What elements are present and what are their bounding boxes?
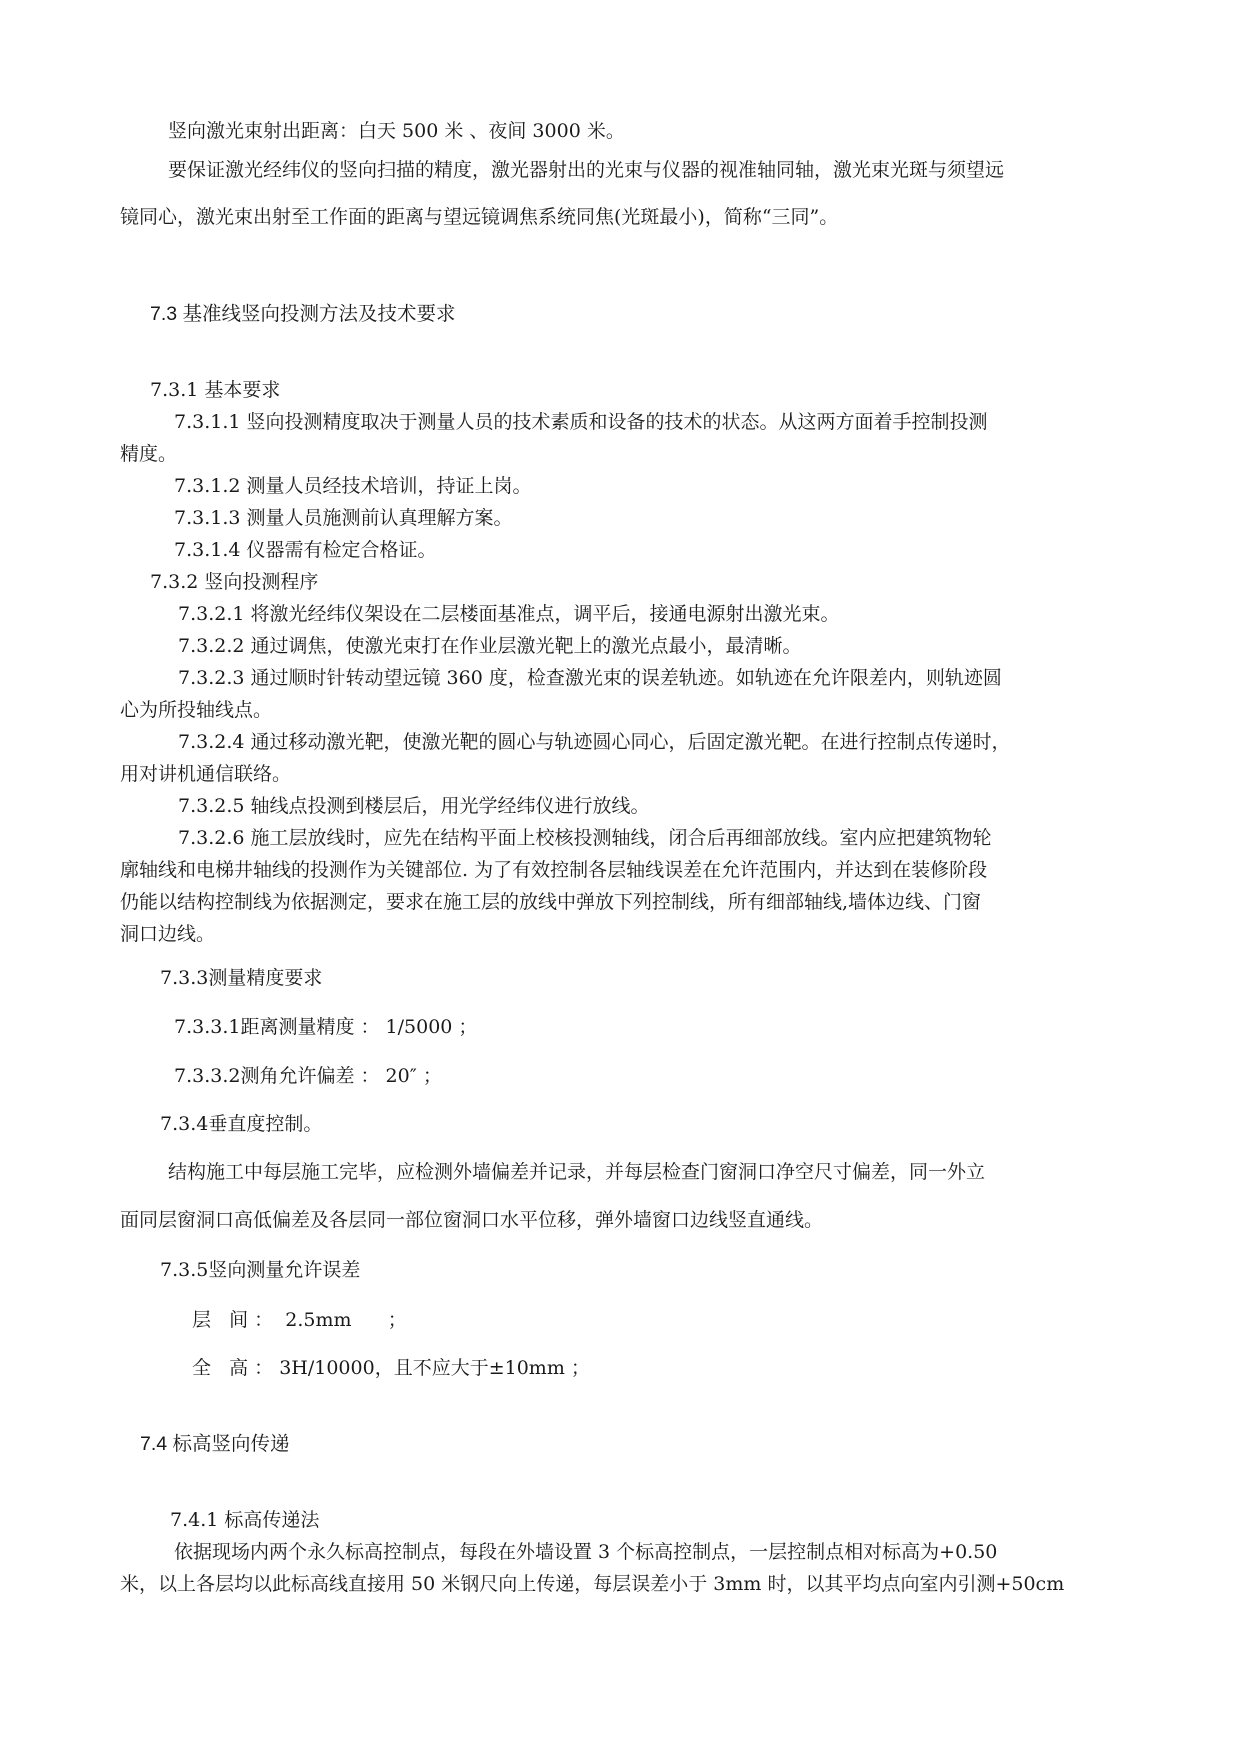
subsection-7-3-1: 7.3.1 基本要求 bbox=[150, 379, 281, 401]
item-7-3-2-6-line-3: 仍能以结构控制线为依据测定，要求在施工层的放线中弹放下列控制线，所有细部轴线,墙体边线、门窗 bbox=[120, 891, 982, 913]
item-7-3-2-6-line-4: 洞口边线。 bbox=[120, 923, 216, 945]
section-heading-7-4: 7.4 标高竖向传递 bbox=[140, 1433, 290, 1455]
item-7-3-2-3-line-2: 心为所投轴线点。 bbox=[120, 699, 273, 721]
elevation-paragraph-line-2: 米，以上各层均以此标高线直接用 50 米钢尺向上传递，每层误差小于 3mm 时，以其平均点向室内引测+50cm bbox=[120, 1573, 1065, 1595]
tolerance-floor-row: 层 间 ： 2.5mm ； bbox=[192, 1309, 407, 1331]
item-7-3-2-4-line-2: 用对讲机通信联络。 bbox=[120, 763, 292, 785]
structure-paragraph-line-2: 面同层窗洞口高低偏差及各层同一部位窗洞口水平位移，弹外墙窗口边线竖直通线。 bbox=[120, 1209, 824, 1231]
structure-paragraph-line-1: 结构施工中每层施工完毕，应检测外墙偏差并记录，并每层检查门窗洞口净空尺寸偏差，同一外立 bbox=[168, 1161, 986, 1183]
item-7-3-1-4: 7.3.1.4 仪器需有检定合格证。 bbox=[174, 539, 437, 561]
subsection-7-4-1: 7.4.1 标高传递法 bbox=[170, 1509, 320, 1531]
tolerance-total-row: 全 高 ： 3H/10000，且不应大于±10mm ； bbox=[192, 1357, 590, 1379]
item-7-3-2-6-line-1: 7.3.2.6 施工层放线时，应先在结构平面上校核投测轴线，闭合后再细部放线。室内应把建筑物轮 bbox=[178, 827, 992, 849]
subsection-7-3-5: 7.3.5竖向测量允许误差 bbox=[160, 1259, 361, 1281]
item-7-3-1-2: 7.3.1.2 测量人员经技术培训，持证上岗。 bbox=[174, 475, 532, 497]
section-heading-7-3: 7.3 基准线竖向投测方法及技术要求 bbox=[150, 303, 456, 325]
laser-precision-paragraph-line-1: 要保证激光经纬仪的竖向扫描的精度，激光器射出的光束与仪器的视准轴同轴，激光束光斑与须望远 bbox=[168, 159, 1005, 181]
laser-distance-paragraph: 竖向激光束射出距离：白天 500 米 、夜间 3000 米。 bbox=[168, 120, 625, 142]
item-7-3-2-2: 7.3.2.2 通过调焦，使激光束打在作业层激光靶上的激光点最小，最清晰。 bbox=[178, 635, 802, 657]
elevation-paragraph-line-1: 依据现场内两个永久标高控制点，每段在外墙设置 3 个标高控制点，一层控制点相对标高为+0.50 bbox=[174, 1541, 998, 1563]
item-7-3-2-1: 7.3.2.1 将激光经纬仪架设在二层楼面基准点，调平后，接通电源射出激光束。 bbox=[178, 603, 840, 625]
subsection-7-3-4: 7.3.4垂直度控制。 bbox=[160, 1113, 323, 1135]
laser-precision-paragraph-line-2: 镜同心，激光束出射至工作面的距离与望远镜调焦系统同焦(光斑最小)，简称“三同”。 bbox=[120, 206, 839, 228]
subsection-7-3-3: 7.3.3测量精度要求 bbox=[160, 967, 323, 989]
item-7-3-3-2: 7.3.3.2测角允许偏差 ： 20″ ； bbox=[174, 1065, 442, 1087]
item-7-3-1-1-line-2: 精度。 bbox=[120, 443, 178, 465]
item-7-3-3-1: 7.3.3.1距离测量精度 ： 1/5000 ； bbox=[174, 1016, 478, 1038]
item-7-3-2-3-line-1: 7.3.2.3 通过顺时针转动望远镜 360 度，检查激光束的误差轨迹。如轨迹在允许限差内，则轨迹圆 bbox=[178, 667, 1002, 689]
subsection-7-3-2: 7.3.2 竖向投测程序 bbox=[150, 571, 319, 593]
item-7-3-2-5: 7.3.2.5 轴线点投测到楼层后，用光学经纬仪进行放线。 bbox=[178, 795, 650, 817]
item-7-3-1-1-line-1: 7.3.1.1 竖向投测精度取决于测量人员的技术素质和设备的技术的状态。从这两方面着手控制投测 bbox=[174, 411, 988, 433]
item-7-3-2-4-line-1: 7.3.2.4 通过移动激光靶，使激光靶的圆心与轨迹圆心同心，后固定激光靶。在进行控制点传递时， bbox=[178, 731, 1011, 753]
item-7-3-1-3: 7.3.1.3 测量人员施测前认真理解方案。 bbox=[174, 507, 513, 529]
item-7-3-2-6-line-2: 廓轴线和电梯井轴线的投测作为关键部位. 为了有效控制各层轴线误差在允许范围内，并达到在装修阶段 bbox=[120, 859, 988, 881]
